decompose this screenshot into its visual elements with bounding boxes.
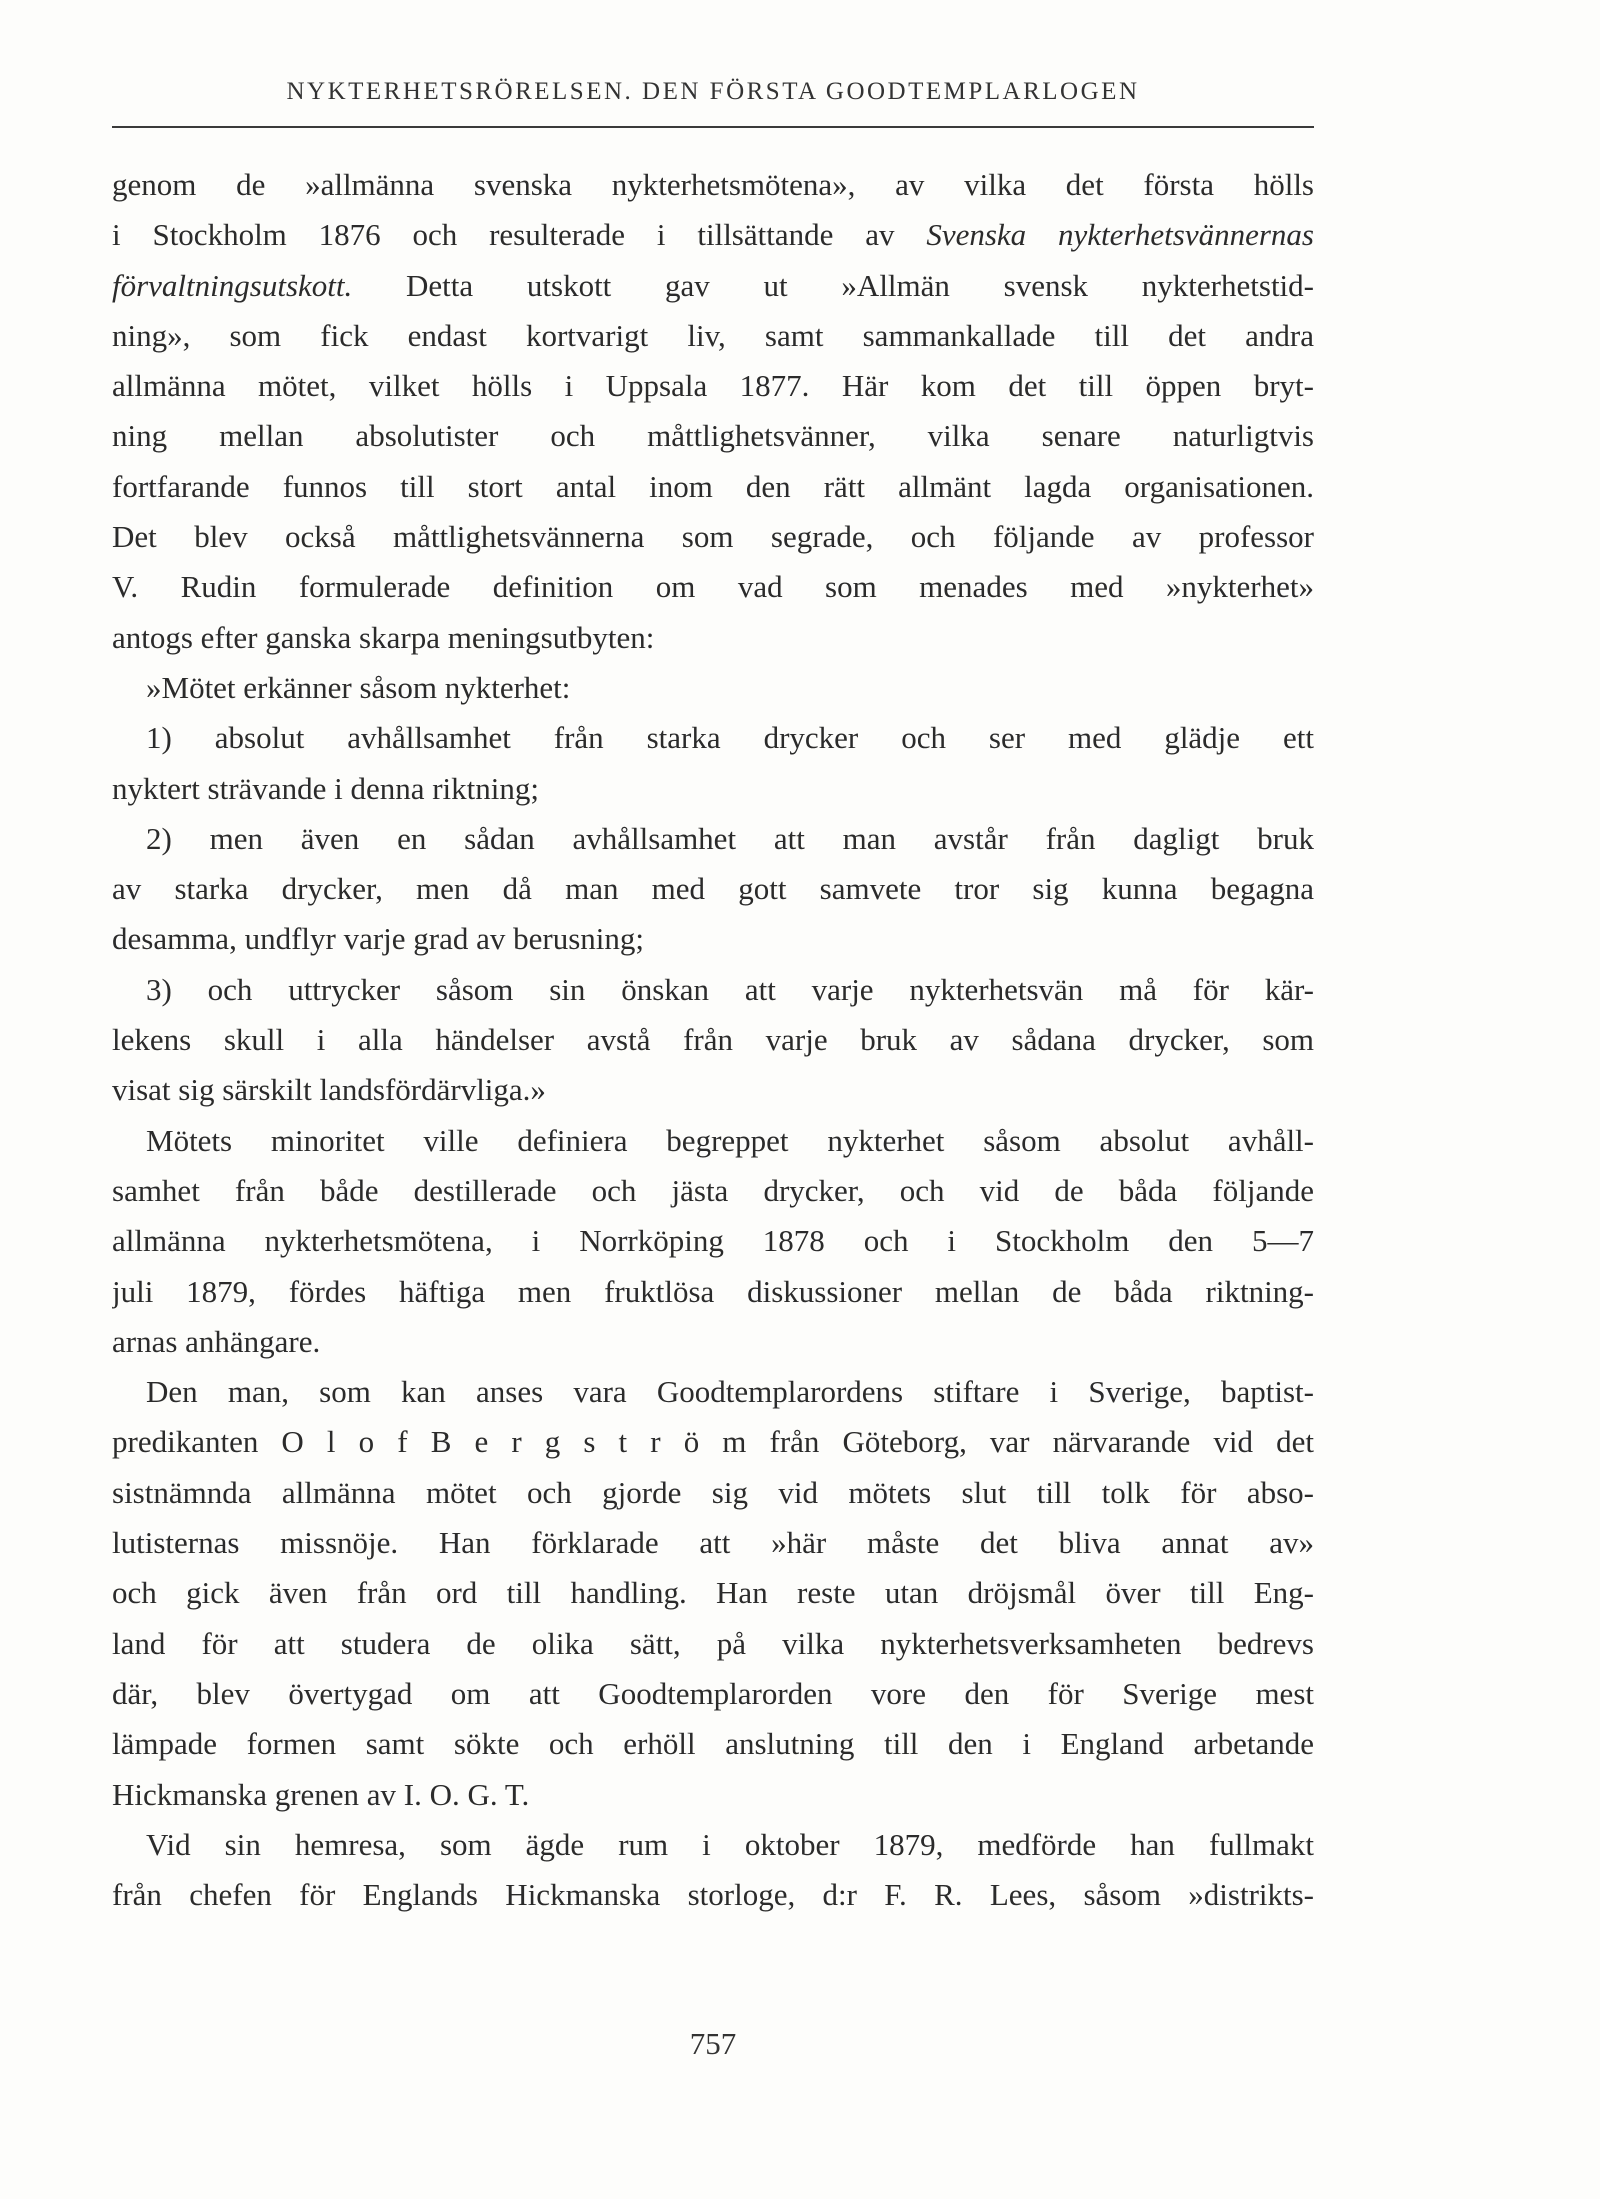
text-line: i Stockholm 1876 och resulterade i tillsättande av Svenska nykterhetsvännernas <box>112 217 1314 253</box>
text-line: 1) absolut avhållsamhet från starka drycker och ser med glädje ett <box>146 720 1314 756</box>
text-line: fortfarande funnos till stort antal inom den rätt allmänt lagda organisationen. <box>112 468 1314 504</box>
text-line: predikanten O l o f B e r g s t r ö m från Göteborg, var närvarande vid det <box>112 1424 1314 1460</box>
text-line: Hickmanska grenen av I. O. G. T. <box>112 1776 530 1812</box>
italic-title: Svenska nykterhetsvännernas <box>926 217 1314 253</box>
text-line: Det blev också måttlighetsvännerna som segrade, och följande av professor <box>112 519 1314 555</box>
text-line: samhet från både destillerade och jästa drycker, och vid de båda följande <box>112 1172 1314 1208</box>
text-line: Vid sin hemresa, som ägde rum i oktober 1879, medförde han fullmakt <box>146 1826 1314 1862</box>
text-line: lämpade formen samt sökte och erhöll anslutning till den i England arbetande <box>112 1726 1314 1762</box>
text-line: av starka drycker, men då man med gott samvete tror sig kunna begagna <box>112 871 1314 907</box>
running-head: NYKTERHETSRÖRELSEN. DEN FÖRSTA GOODTEMPLARLOGEN <box>286 78 1140 105</box>
text-line: nyktert strävande i denna riktning; <box>112 770 539 806</box>
text-line: desamma, undflyr varje grad av berusning; <box>112 921 644 957</box>
text-line: 3) och uttrycker såsom sin önskan att varje nykterhetsvän må för kär- <box>146 971 1314 1007</box>
text-line: ning mellan absolutister och måttlighetsvänner, vilka senare naturligtvis <box>112 418 1314 454</box>
text-line: lekens skull i alla händelser avstå från varje bruk av sådana drycker, som <box>112 1022 1314 1058</box>
text-line: arnas anhängare. <box>112 1323 321 1359</box>
page-number: 757 <box>689 2026 737 2061</box>
text-line: Den man, som kan anses vara Goodtemplarordens stiftare i Sverige, baptist- <box>146 1374 1314 1410</box>
text-line: lutisternas missnöje. Han förklarade att »här måste det bliva annat av» <box>112 1525 1314 1561</box>
text-line: »Mötet erkänner såsom nykterhet: <box>146 669 571 705</box>
text-line: visat sig särskilt landsfördärvliga.» <box>112 1072 546 1108</box>
text-line: och gick även från ord till handling. Han reste utan dröjsmål över till Eng- <box>112 1575 1314 1611</box>
text-line: V. Rudin formulerade definition om vad som menades med »nykterhet» <box>112 569 1314 605</box>
text-line: 2) men även en sådan avhållsamhet att man avstår från dagligt bruk <box>146 820 1314 856</box>
text-line: där, blev övertygad om att Goodtemplarorden vore den för Sverige mest <box>112 1675 1314 1711</box>
body-text <box>112 160 1314 1920</box>
text-line: förvaltningsutskott. Detta utskott gav ut »Allmän svensk nykterhetstid- <box>112 267 1314 303</box>
header-rule <box>112 126 1314 128</box>
text-line: ning», som fick endast kortvarigt liv, samt sammankallade till det andra <box>112 317 1314 353</box>
text-line: genom de »allmänna svenska nykterhetsmötena», av vilka det första hölls <box>112 167 1314 202</box>
text-line: sistnämnda allmänna mötet och gjorde sig vid mötets slut till tolk för abso- <box>112 1474 1314 1510</box>
italic-title: förvaltningsutskott. <box>112 267 353 303</box>
text-line: allmänna mötet, vilket hölls i Uppsala 1877. Här kom det till öppen bryt- <box>112 368 1314 404</box>
text-line: juli 1879, fördes häftiga men fruktlösa diskussioner mellan de båda riktning- <box>112 1273 1314 1309</box>
text-line: allmänna nykterhetsmötena, i Norrköping 1878 och i Stockholm den 5—7 <box>112 1223 1314 1259</box>
text-line: från chefen för Englands Hickmanska storloge, d:r F. R. Lees, såsom »distrikts- <box>112 1877 1314 1913</box>
text-line: antogs efter ganska skarpa meningsutbyten: <box>112 619 655 655</box>
text-line: land för att studera de olika sätt, på vilka nykterhetsverksamheten bedrevs <box>112 1625 1314 1661</box>
text-line: Mötets minoritet ville definiera begreppet nykterhet såsom absolut avhåll- <box>146 1122 1314 1158</box>
